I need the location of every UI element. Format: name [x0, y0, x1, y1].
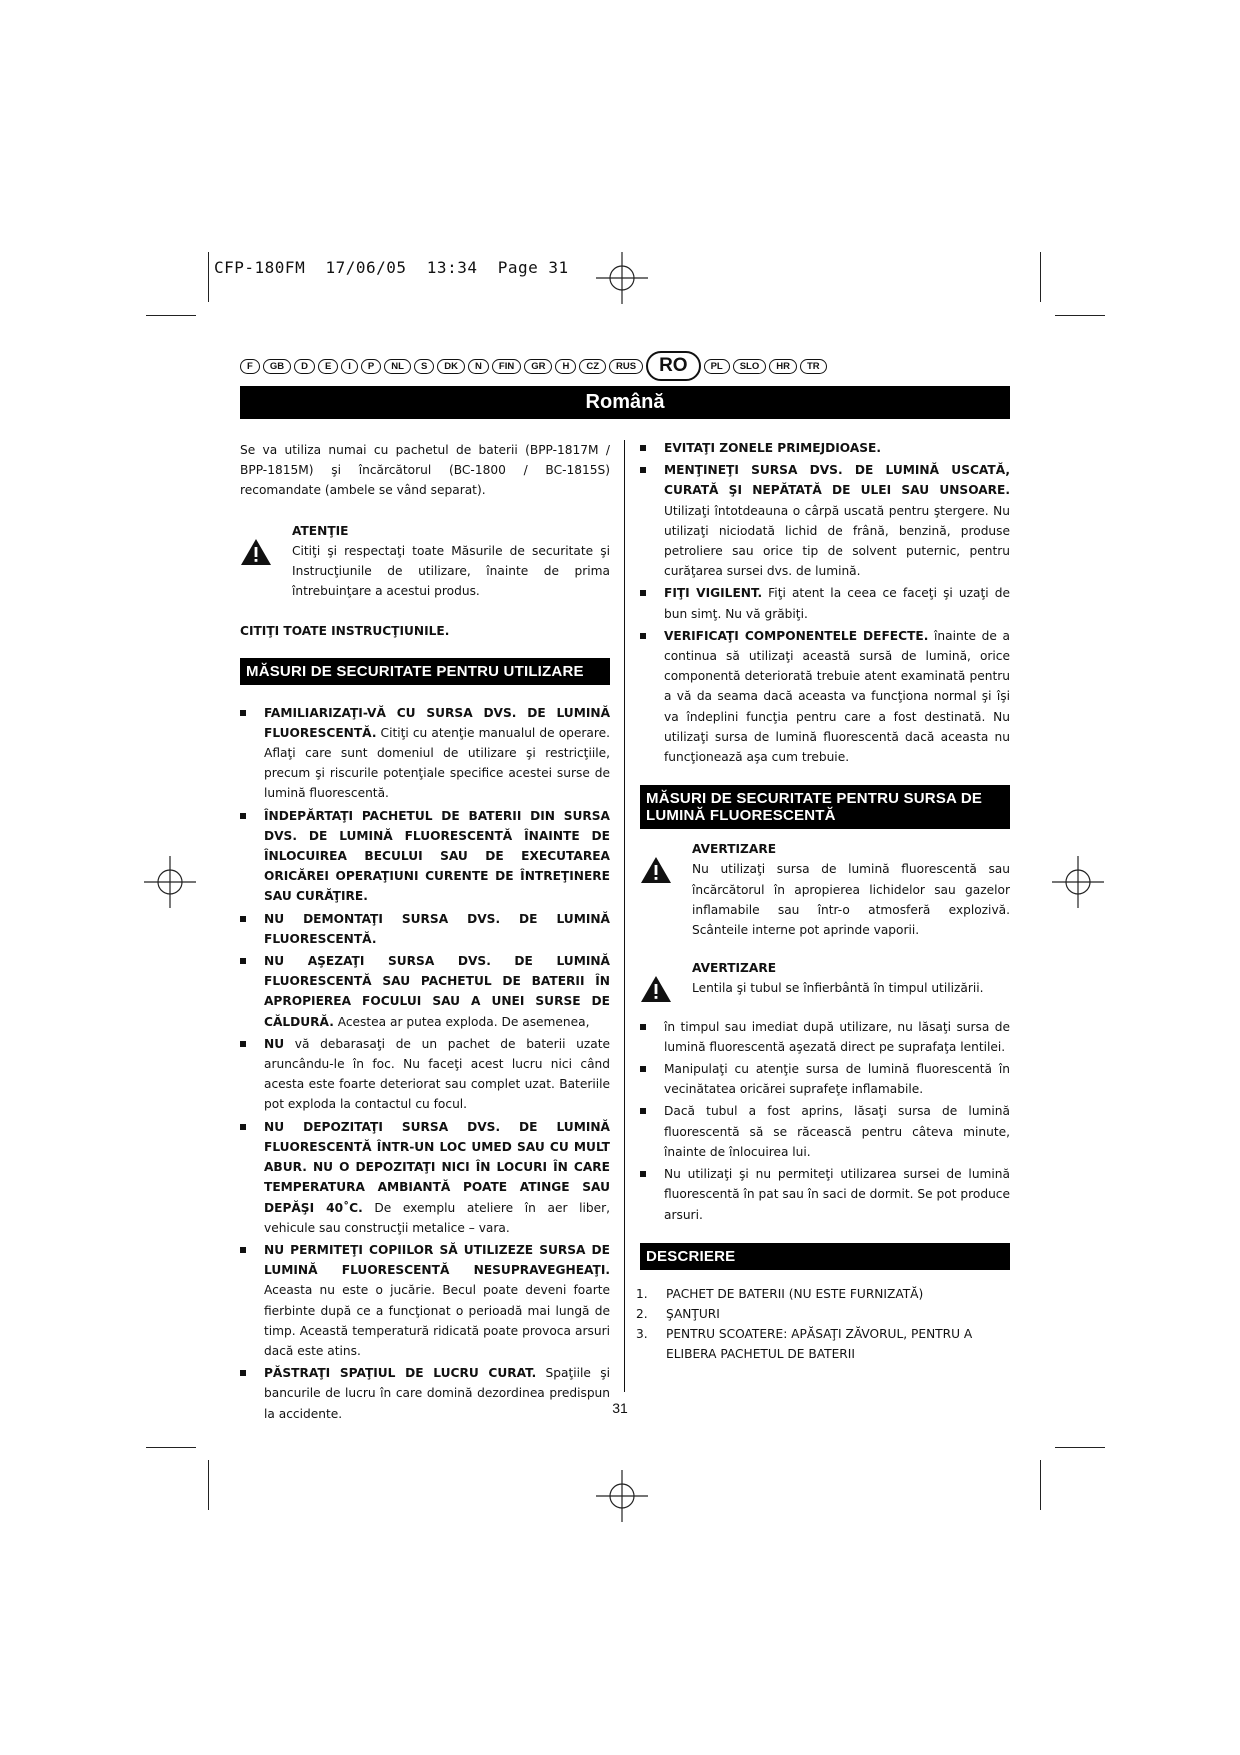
left-bullet-list [240, 703, 610, 1424]
section-description-title: DESCRIERE [640, 1243, 1010, 1270]
list-item-bold: NU DEMONTAŢI SURSA DVS. DE LUMINĂ FLUORESCENTĂ. [264, 911, 610, 946]
list-item-bold: NU DEPOZITAŢI SURSA DVS. DE LUMINĂ FLUORESCENTĂ ÎNTR-UN LOC UMED SAU CU MULT ABUR. NU O DEPOZITAŢI NICI ÎN LOCURI ÎN CARE TEMPERATURA AMBIANTĂ POATE ATINGE SAU DEPĂŞI 40˚C. [264, 1119, 610, 1215]
crop-mark [208, 252, 209, 302]
list-item-text [664, 1059, 1010, 1099]
list-item-bold: EVITAŢI ZONELE PRIMEJDIOASE. [664, 441, 881, 455]
language-tab-tr: TR [800, 359, 827, 374]
bullet-square-icon [640, 633, 646, 639]
warning-text: Lentila şi tubul se înfierbântă în timpul utilizării. [692, 981, 984, 996]
list-item [240, 806, 610, 907]
bullet-square-icon [640, 1108, 646, 1114]
slug-time: 13:34 [426, 258, 478, 277]
description-item [636, 1304, 1010, 1324]
page-title: Română [240, 386, 1010, 419]
caution-title: ATENŢIE [292, 523, 349, 538]
list-item [240, 703, 610, 804]
registration-mark-icon [144, 856, 196, 908]
list-item-body: Spaţiile şi bancurile de lucru în care domină dezordinea predispun la accidente. [264, 1366, 610, 1421]
warning-box [640, 839, 1010, 940]
list-item-bold: VERIFICAŢI COMPONENTELE DEFECTE. [664, 628, 929, 643]
intro-text: Se va utiliza numai cu pachetul de baterii (BPP-1817M / BPP-1815M) şi încărcătorul (BC-1800 / BC-1815S) recomandate (ambele se vând separat). [240, 443, 610, 498]
language-tab-rus: RUS [609, 359, 643, 374]
registration-mark-icon [596, 252, 648, 304]
warning-title: AVERTIZARE [692, 961, 777, 976]
list-item-bold: FAMILIARIZAŢI-VĂ CU SURSA DVS. DE LUMINĂ FLUORESCENTĂ. [264, 705, 610, 740]
bullet-square-icon [240, 1247, 246, 1253]
bullet-square-icon [240, 916, 246, 922]
list-item [640, 1101, 1010, 1162]
language-tab-pl: PL [704, 359, 730, 374]
warning-icon [640, 974, 672, 1004]
crop-mark [1040, 1460, 1041, 1510]
list-item [240, 1240, 610, 1361]
list-item [640, 583, 1010, 623]
list-item-text [264, 703, 610, 804]
list-item-bold: ÎNDEPĂRTAŢI PACHETUL DE BATERII DIN SURSA DVS. DE LUMINĂ FLUORESCENTĂ ÎNAINTE DE ÎNLOCUIREA BECULUI SAU DE EXECUTAREA ORICĂREI OPERAŢIUNI CURENTE DE ÎNTREŢINERE SAU CURĂŢIRE. [264, 808, 610, 904]
list-item-body: Utilizaţi întotdeauna o cârpă uscată pentru ştergere. Nu utilizaţi niciodată lichid de frână, benzină, produse petroliere sau orice tip de solvent puternic, pentru curăţarea sursei dvs. de lumină. [664, 503, 1010, 579]
column-divider [624, 440, 625, 1392]
bullet-square-icon [640, 1171, 646, 1177]
language-tab-i: I [341, 359, 358, 374]
description-item [636, 1284, 1010, 1304]
list-item-text [264, 1034, 610, 1115]
warnings-list [640, 839, 1010, 998]
list-item-body: Fiţi atent la ceea ce faceţi şi uzaţi de bun simţ. Nu vă grăbiţi. [664, 586, 1010, 621]
language-tab-slo: SLO [733, 359, 767, 374]
right-bullet-list-2 [640, 1017, 1010, 1225]
bullet-square-icon [240, 958, 246, 964]
description-item [636, 1324, 1010, 1364]
crop-mark [146, 1447, 196, 1448]
caution-text: Citiţi şi respectaţi toate Măsurile de securitate şi Instrucţiunile de utilizare, înainte de prima întrebuinţare a acestui produs. [292, 543, 610, 599]
language-tab-d: D [294, 359, 315, 374]
list-item-body: înainte de a continua să utilizaţi această sursă de lumină, orice componentă deteriorată trebuie atent examinată pentru a vă da seama dacă aceasta va funcţiona normal şi îşi va îndeplini funcţia pentru care a fost destinată. Nu utilizaţi sursa de lumină fluorescentă dacă aceasta nu funcţionează aşa cum trebuie. [664, 628, 1010, 765]
list-item-text [664, 1164, 1010, 1225]
list-item [240, 1034, 610, 1115]
list-item-body: în timpul sau imediat după utilizare, nu lăsaţi sursa de lumină fluorescentă aşezată direct pe suprafaţa lentilei. [664, 1019, 1010, 1054]
language-tab-nl: NL [384, 359, 411, 374]
language-tab-cz: CZ [579, 359, 606, 374]
list-item [240, 951, 610, 1032]
warning-icon [240, 537, 272, 567]
description-item-number: 1. [636, 1286, 648, 1301]
language-tab-hr: HR [769, 359, 797, 374]
list-item [640, 438, 1010, 458]
list-item-text [664, 1101, 1010, 1162]
language-tab-e: E [318, 359, 338, 374]
bullet-square-icon [640, 590, 646, 596]
list-item-text [664, 626, 1010, 767]
registration-mark-icon [596, 1470, 648, 1522]
description-item-number: 3. [636, 1327, 648, 1342]
bullet-square-icon [240, 1370, 246, 1376]
crop-mark [208, 1460, 209, 1510]
list-item-bold: PĂSTRAŢI SPAŢIUL DE LUCRU CURAT. [264, 1366, 537, 1381]
list-item-text [664, 583, 1010, 623]
bullet-square-icon [640, 445, 646, 451]
list-item [640, 1164, 1010, 1225]
list-item-text [664, 438, 1010, 458]
crop-mark [1055, 1447, 1105, 1448]
list-item [640, 1017, 1010, 1057]
list-item-bold: FIŢI VIGILENT. [664, 586, 763, 601]
crop-mark [1040, 252, 1041, 302]
list-item [640, 626, 1010, 767]
list-item-text [264, 1240, 610, 1361]
crop-mark [146, 315, 196, 316]
caution-box [240, 521, 610, 602]
read-all-heading: CITIŢI TOATE INSTRUCŢIUNILE. [240, 624, 450, 639]
language-tab-h: H [555, 359, 576, 374]
list-item-text [264, 1117, 610, 1238]
list-item-text [264, 806, 610, 907]
description-item-text: ŞANŢURI [666, 1306, 720, 1321]
warning-box [640, 958, 1010, 998]
list-item [640, 460, 1010, 581]
list-item [240, 1117, 610, 1238]
list-item-text [264, 909, 610, 949]
bullet-square-icon [640, 1024, 646, 1030]
description-item-text: PENTRU SCOATERE: APĂSAŢI ZĂVORUL, PENTRU A ELIBERA PACHETUL DE BATERII [666, 1327, 973, 1362]
language-bar [240, 350, 1010, 382]
language-tab-p: P [361, 359, 381, 374]
language-tab-s: S [414, 359, 434, 374]
registration-mark-icon [1052, 856, 1104, 908]
warning-text: Nu utilizaţi sursa de lumină fluorescentă sau încărcătorul în apropierea lichidelor sau gazelor inflamabile sau într-o atmosferă explozivă. Scânteile interne pot aprinde vaporii. [692, 862, 1010, 938]
bullet-square-icon [640, 1066, 646, 1072]
crop-mark [1055, 315, 1105, 316]
description-list [636, 1284, 1010, 1365]
description-item-text: PACHET DE BATERII (NU ESTE FURNIZATĂ) [666, 1286, 924, 1301]
language-tab-gr: GR [524, 359, 552, 374]
list-item [640, 1059, 1010, 1099]
slug-page: Page 31 [497, 258, 569, 277]
list-item-body: Dacă tubul a fost aprins, lăsaţi sursa de lumină fluorescentă să se răcească pentru câteva minute, înainte de înlocuirea lui. [664, 1104, 1010, 1159]
list-item-bold: NU [264, 1036, 285, 1051]
list-item-bold: MENŢINEŢI SURSA DVS. DE LUMINĂ USCATĂ, CURATĂ ŞI NEPĂTATĂ DE ULEI SAU UNSOARE. [664, 463, 1010, 498]
section-light-safety-title: MĂSURI DE SECURITATE PENTRU SURSA DE LUMINĂ FLUORESCENTĂ [640, 785, 1010, 829]
warning-icon [640, 855, 672, 885]
bullet-square-icon [240, 813, 246, 819]
warning-title: AVERTIZARE [692, 842, 777, 857]
list-item-bold: NU PERMITEŢI COPIILOR SĂ UTILIZEZE SURSA DE LUMINĂ FLUORESCENTĂ NESUPRAVEGHEAŢI. [264, 1242, 610, 1278]
list-item-body: Citiţi cu atenţie manualul de operare. Aflaţi care sunt domeniul de utilizare şi restricţiile, precum şi riscurile potenţiale specifice acestei surse de lumină fluorescentă. [264, 725, 610, 801]
language-tab-gb: GB [263, 359, 291, 374]
list-item-body: De exemplu ateliere în aer liber, vehicule sau construcţii metalice – vara. [264, 1200, 610, 1235]
list-item-bold: NU AŞEZAŢI SURSA DVS. DE LUMINĂ FLUORESCENTĂ SAU PACHETUL DE BATERII ÎN APROPIEREA FOCULUI SAU A UNEI SURSE DE CĂLDURĂ. [264, 954, 610, 1029]
bullet-square-icon [240, 710, 246, 716]
list-item-text [664, 1017, 1010, 1057]
bullet-square-icon [240, 1041, 246, 1047]
section-usage-safety-title: MĂSURI DE SECURITATE PENTRU UTILIZARE [240, 658, 610, 685]
list-item-text [664, 460, 1010, 581]
print-slug [214, 258, 569, 277]
page-number: 31 [612, 1400, 628, 1416]
list-item [240, 909, 610, 949]
bullet-square-icon [640, 467, 646, 473]
language-tab-fin: FIN [492, 359, 521, 374]
left-column [240, 440, 610, 1424]
slug-file: CFP-180FM [214, 258, 306, 277]
language-tab-ro: RO [646, 351, 701, 381]
language-tab-dk: DK [437, 359, 465, 374]
bullet-square-icon [240, 1124, 246, 1130]
right-column [636, 436, 1010, 1365]
list-item-body: vă debarasaţi de un pachet de baterii uzate aruncându-le în foc. Nu faceţi acest lucru nici când acesta este foarte deteriorat sau complet uzat. Bateriile pot exploda la contactul cu focul. [264, 1036, 610, 1112]
list-item-body: Aceasta nu este o jucărie. Becul poate deveni foarte fierbinte după ce a funcţionat o perioadă mai lungă de timp. Această temperatură ridicată poate provoca arsuri dacă este atins. [264, 1283, 610, 1358]
description-item-number: 2. [636, 1306, 648, 1321]
list-item-text [264, 951, 610, 1032]
list-item-body: Manipulaţi cu atenţie sursa de lumină fluorescentă în vecinătatea oricărei suprafeţe inflamabile. [664, 1062, 1010, 1097]
right-bullet-list [640, 438, 1010, 767]
slug-date: 17/06/05 [325, 258, 407, 277]
language-tab-f: F [240, 359, 260, 374]
language-tab-n: N [468, 359, 489, 374]
list-item-body: Nu utilizaţi şi nu permiteţi utilizarea sursei de lumină fluorescentă în pat sau în saci de dormit. Se pot produce arsuri. [664, 1167, 1010, 1222]
list-item-body: Acestea ar putea exploda. De asemenea, [333, 1014, 590, 1029]
